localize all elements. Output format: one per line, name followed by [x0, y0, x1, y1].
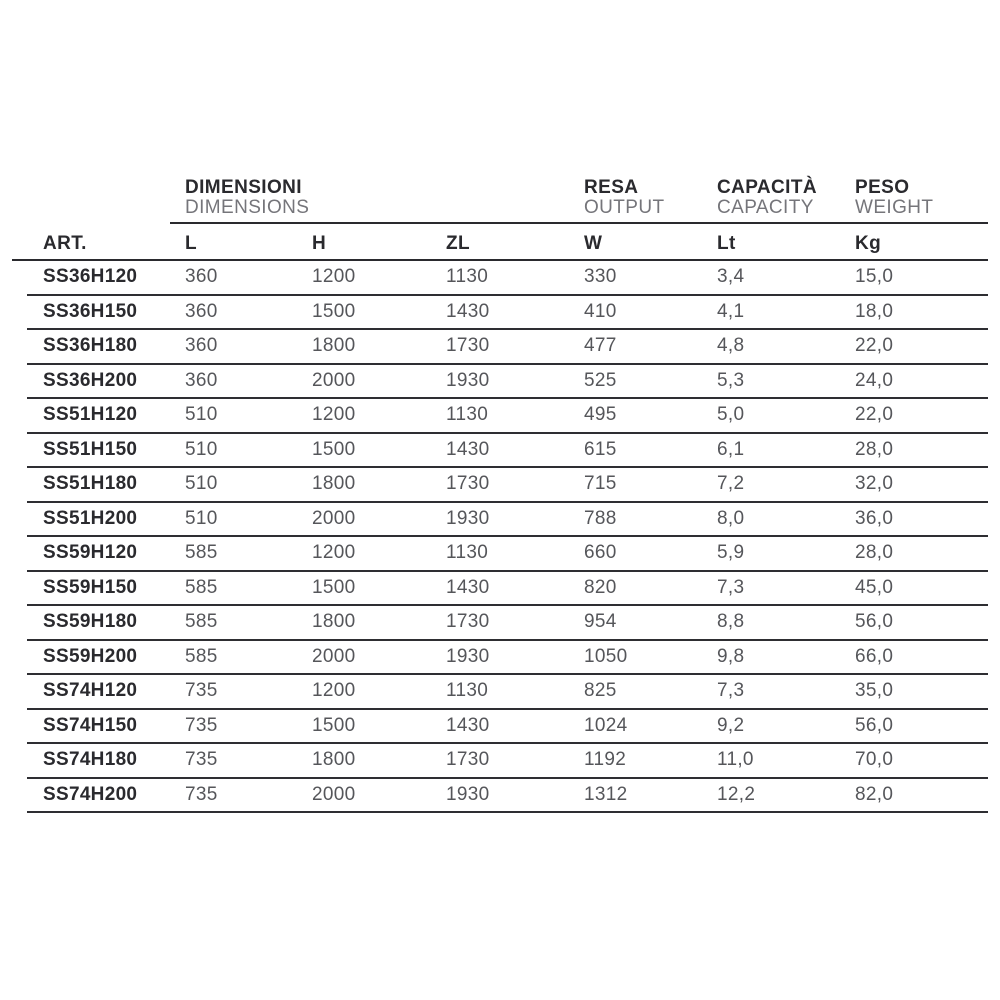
- value-cell: 820: [584, 576, 617, 598]
- group-label-en: CAPACITY: [717, 197, 814, 218]
- value-cell: 510: [185, 438, 218, 460]
- group-label-it: DIMENSIONI: [185, 177, 302, 198]
- table-row: [27, 503, 988, 538]
- value-cell: 24,0: [855, 369, 894, 391]
- art-code-cell: SS59H150: [43, 576, 138, 598]
- value-cell: 1930: [446, 645, 490, 667]
- art-code-cell: SS36H120: [43, 266, 138, 288]
- value-cell: 5,3: [717, 369, 745, 391]
- value-cell: 35,0: [855, 680, 894, 702]
- value-cell: 56,0: [855, 714, 894, 736]
- value-cell: 1200: [312, 404, 356, 426]
- value-cell: 1930: [446, 507, 490, 529]
- value-cell: 82,0: [855, 783, 894, 805]
- table-row: [27, 468, 988, 503]
- value-cell: 735: [185, 783, 218, 805]
- table-row: [27, 606, 988, 641]
- column-header-zl: ZL: [446, 233, 471, 254]
- table-row: [27, 779, 988, 814]
- value-cell: 1800: [312, 473, 356, 495]
- value-cell: 1130: [446, 680, 489, 702]
- value-cell: 477: [584, 335, 617, 357]
- value-cell: 1130: [446, 266, 489, 288]
- table-row: [27, 572, 988, 607]
- value-cell: 22,0: [855, 335, 894, 357]
- value-cell: 1130: [446, 542, 489, 564]
- value-cell: 1730: [446, 335, 490, 357]
- table-row: [27, 330, 988, 365]
- value-cell: 5,0: [717, 404, 745, 426]
- table-row: [27, 675, 988, 710]
- value-cell: 36,0: [855, 507, 894, 529]
- value-cell: 1024: [584, 714, 628, 736]
- value-cell: 2000: [312, 369, 356, 391]
- value-cell: 1930: [446, 783, 490, 805]
- value-cell: 410: [584, 300, 617, 322]
- value-cell: 7,3: [717, 576, 745, 598]
- value-cell: 22,0: [855, 404, 894, 426]
- value-cell: 4,1: [717, 300, 745, 322]
- value-cell: 510: [185, 507, 218, 529]
- value-cell: 495: [584, 404, 617, 426]
- art-code-cell: SS74H150: [43, 714, 138, 736]
- table-row: [27, 365, 988, 400]
- group-label-it: PESO: [855, 177, 910, 198]
- value-cell: 1430: [446, 300, 490, 322]
- value-cell: 9,8: [717, 645, 745, 667]
- value-cell: 1192: [584, 749, 627, 771]
- value-cell: 56,0: [855, 611, 894, 633]
- value-cell: 330: [584, 266, 617, 288]
- value-cell: 3,4: [717, 266, 745, 288]
- column-header-h: H: [312, 233, 327, 254]
- value-cell: 825: [584, 680, 617, 702]
- value-cell: 7,2: [717, 473, 745, 495]
- value-cell: 1500: [312, 576, 356, 598]
- value-cell: 1130: [446, 404, 489, 426]
- art-code-cell: SS74H200: [43, 783, 138, 805]
- value-cell: 1730: [446, 473, 490, 495]
- value-cell: 615: [584, 438, 617, 460]
- value-cell: 735: [185, 680, 218, 702]
- column-header-l: L: [185, 233, 198, 254]
- value-cell: 5,9: [717, 542, 745, 564]
- value-cell: 1500: [312, 300, 356, 322]
- group-label-it: CAPACITÀ: [717, 177, 817, 198]
- value-cell: 585: [185, 576, 218, 598]
- table-row: [27, 537, 988, 572]
- value-cell: 510: [185, 404, 218, 426]
- value-cell: 28,0: [855, 438, 894, 460]
- value-cell: 735: [185, 749, 218, 771]
- value-cell: 12,2: [717, 783, 756, 805]
- group-label-en: WEIGHT: [855, 197, 934, 218]
- value-cell: 735: [185, 714, 218, 736]
- value-cell: 510: [185, 473, 218, 495]
- value-cell: 660: [584, 542, 617, 564]
- value-cell: 360: [185, 369, 218, 391]
- table-row: [27, 296, 988, 331]
- art-code-cell: SS51H200: [43, 507, 138, 529]
- art-code-cell: SS36H150: [43, 300, 138, 322]
- art-code-cell: SS59H120: [43, 542, 138, 564]
- value-cell: 1430: [446, 438, 490, 460]
- art-code-cell: SS51H120: [43, 404, 138, 426]
- value-cell: 1500: [312, 438, 356, 460]
- value-cell: 1312: [584, 783, 628, 805]
- column-header-lt: Lt: [717, 233, 736, 254]
- value-cell: 1500: [312, 714, 356, 736]
- value-cell: 715: [584, 473, 617, 495]
- value-cell: 585: [185, 611, 218, 633]
- value-cell: 66,0: [855, 645, 894, 667]
- art-code-cell: SS74H120: [43, 680, 138, 702]
- value-cell: 1200: [312, 266, 356, 288]
- group-label-en: DIMENSIONS: [185, 197, 310, 218]
- group-label-en: OUTPUT: [584, 197, 665, 218]
- value-cell: 585: [185, 645, 218, 667]
- value-cell: 2000: [312, 645, 356, 667]
- value-cell: 360: [185, 266, 218, 288]
- value-cell: 2000: [312, 783, 356, 805]
- value-cell: 70,0: [855, 749, 894, 771]
- art-code-cell: SS59H200: [43, 645, 138, 667]
- column-header-art: ART.: [43, 233, 87, 254]
- table-row: [27, 710, 988, 745]
- value-cell: 32,0: [855, 473, 894, 495]
- value-cell: 6,1: [717, 438, 745, 460]
- art-code-cell: SS59H180: [43, 611, 138, 633]
- value-cell: 525: [584, 369, 617, 391]
- value-cell: 18,0: [855, 300, 894, 322]
- table-row: [27, 744, 988, 779]
- table-row: [27, 399, 988, 434]
- group-header-capacity: [717, 178, 817, 218]
- value-cell: 4,8: [717, 335, 745, 357]
- value-cell: 1730: [446, 749, 490, 771]
- value-cell: 1430: [446, 714, 490, 736]
- value-cell: 360: [185, 335, 218, 357]
- group-header-underline: [170, 222, 988, 224]
- table-row: [27, 434, 988, 469]
- value-cell: 1200: [312, 542, 356, 564]
- value-cell: 1800: [312, 611, 356, 633]
- art-code-cell: SS74H180: [43, 749, 138, 771]
- value-cell: 8,8: [717, 611, 745, 633]
- value-cell: 360: [185, 300, 218, 322]
- value-cell: 788: [584, 507, 617, 529]
- value-cell: 9,2: [717, 714, 745, 736]
- art-code-cell: SS36H200: [43, 369, 138, 391]
- column-header-w: W: [584, 233, 603, 254]
- value-cell: 28,0: [855, 542, 894, 564]
- art-code-cell: SS51H150: [43, 438, 138, 460]
- value-cell: 1430: [446, 576, 490, 598]
- value-cell: 2000: [312, 507, 356, 529]
- value-cell: 1200: [312, 680, 356, 702]
- group-header-output: [584, 178, 665, 218]
- value-cell: 8,0: [717, 507, 745, 529]
- column-header-kg: Kg: [855, 233, 882, 254]
- art-code-cell: SS36H180: [43, 335, 138, 357]
- group-header-weight: [855, 178, 933, 218]
- value-cell: 15,0: [855, 266, 894, 288]
- table-row: [27, 641, 988, 676]
- value-cell: 1800: [312, 749, 356, 771]
- value-cell: 1730: [446, 611, 490, 633]
- table-row: [27, 261, 988, 296]
- value-cell: 7,3: [717, 680, 745, 702]
- art-code-cell: SS51H180: [43, 473, 138, 495]
- group-header-dimensions: [185, 178, 309, 218]
- group-label-it: RESA: [584, 177, 639, 198]
- value-cell: 954: [584, 611, 617, 633]
- value-cell: 1930: [446, 369, 490, 391]
- value-cell: 11,0: [717, 749, 754, 771]
- value-cell: 45,0: [855, 576, 894, 598]
- value-cell: 1800: [312, 335, 356, 357]
- value-cell: 585: [185, 542, 218, 564]
- value-cell: 1050: [584, 645, 628, 667]
- table-body: [27, 261, 988, 813]
